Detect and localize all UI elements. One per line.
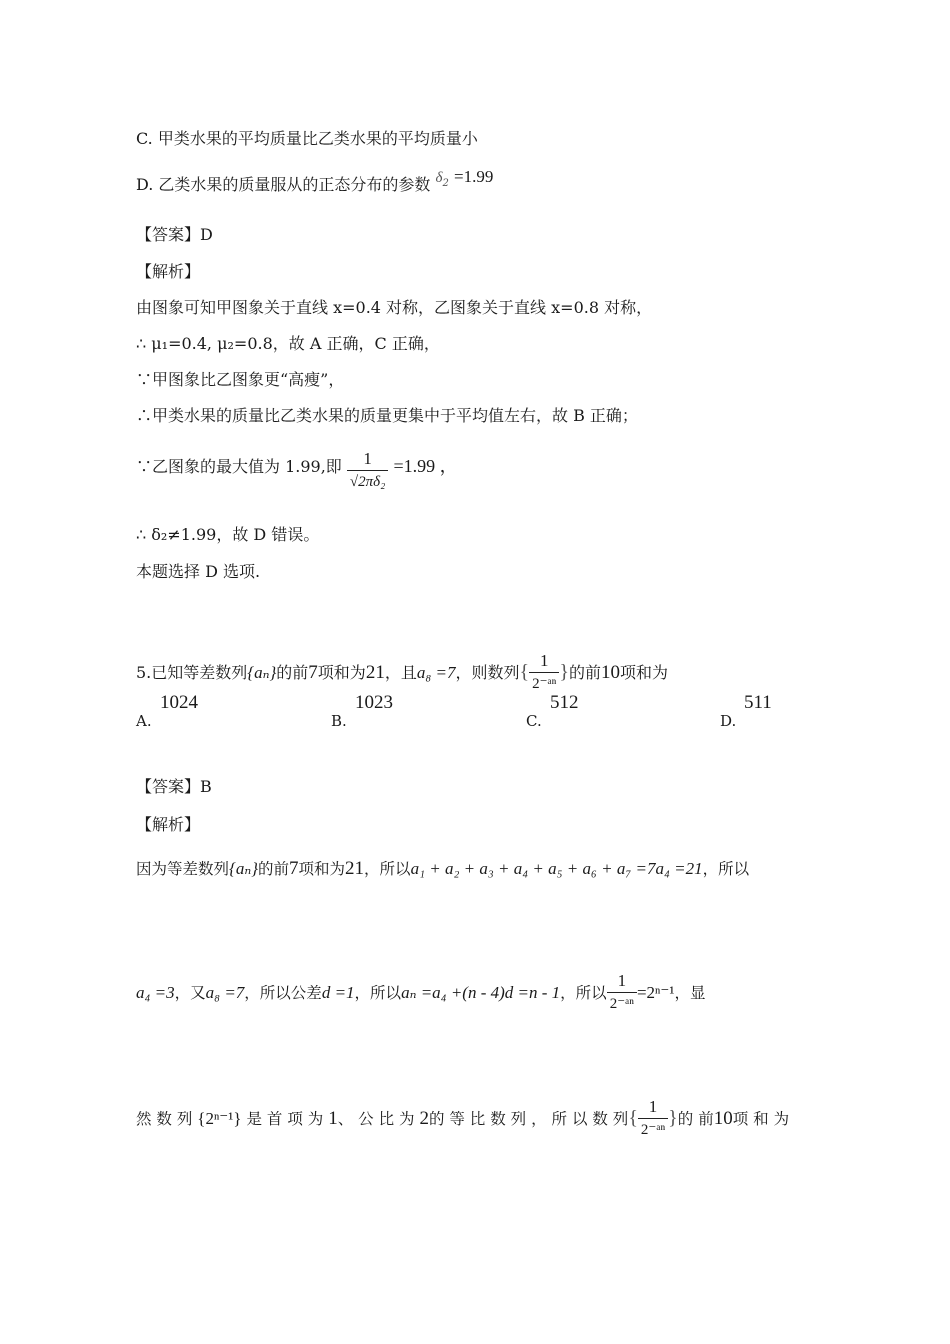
s3-mid-3: 的 等 比 数 列 ， 所 以 数 列 <box>428 1110 629 1128</box>
s1-sequence: {aₙ} <box>229 859 259 878</box>
analysis-2-heading: 【解析】 <box>136 815 201 834</box>
q5-mid-1: 的前 <box>276 663 309 682</box>
q5-ten: 10 <box>600 662 620 683</box>
s3-fraction-denominator: 2⁻ᵃⁿ <box>638 1118 668 1141</box>
s2-mid-1: ，又 <box>174 984 206 1002</box>
q5-sequence: {aₙ} <box>247 663 277 682</box>
analysis-1-line-2: ∴ μ₁=0.4, μ₂=0.8，故 A 正确，C 正确， <box>136 334 440 353</box>
q5-twenty-one: 21 <box>365 662 385 683</box>
option-c-text: C. 甲类水果的平均质量比乙类水果的平均质量小 <box>136 129 478 148</box>
q5-mid-2: 项和为 <box>317 663 366 682</box>
analysis-1-heading: 【解析】 <box>136 262 201 281</box>
solution-line-2 <box>136 970 705 1015</box>
choice-c[interactable] <box>526 692 579 730</box>
choice-d[interactable] <box>720 692 772 730</box>
s1-mid-3: ，所以 <box>364 860 411 878</box>
q5-seven: 7 <box>308 662 318 683</box>
s2-an: aₙ =a₄ +(n - 4)d =n - 1 <box>401 983 561 1002</box>
s3-one: 1 <box>328 1108 338 1129</box>
choice-c-label: C. <box>526 712 542 730</box>
choice-a-label: A. <box>136 712 152 730</box>
s2-a4: a₄ =3 <box>136 983 175 1002</box>
analysis-1-line-5-pre: ∵乙图象的最大值为 1.99,即 <box>136 457 342 476</box>
q5-pre: 5.已知等差数列 <box>136 663 248 682</box>
s1-mid-1: 的前 <box>258 860 290 878</box>
s2-mid-2: ，所以公差 <box>244 984 322 1002</box>
analysis-1-line-4: ∴甲类水果的质量比乙类水果的质量更集中于平均值左右，故 B 正确； <box>136 406 638 425</box>
s2-a8: a₈ =7 <box>205 983 245 1002</box>
s2-fraction-numerator: 1 <box>617 971 627 990</box>
s1-equation: a₁ + a₂ + a₃ + a₄ + a₅ + a₆ + a₇ =7a₄ =21 <box>410 859 703 878</box>
s1-mid-2: 项和为 <box>298 860 346 878</box>
left-brace-icon: { <box>519 661 530 683</box>
fraction-denominator: √2πδ₂ <box>347 470 388 493</box>
s3-end: 项 和 为 <box>732 1110 790 1128</box>
s3-sequence: {2ⁿ⁻¹} <box>197 1109 242 1128</box>
analysis-1-line-1: 由图象可知甲图象关于直线 x=0.4 对称，乙图象关于直线 x=0.8 对称， <box>136 298 653 317</box>
option-d-subscript: 2 <box>442 178 449 189</box>
s2-fraction <box>607 970 637 1015</box>
analysis-1-line-5 <box>136 448 458 493</box>
q5-fraction <box>529 650 559 695</box>
q5-mid-5: 的前 <box>568 663 601 682</box>
question-5 <box>136 650 668 695</box>
choice-d-value: 511 <box>744 692 772 713</box>
s3-mid-1: 是 首 项 为 <box>246 1110 324 1128</box>
choice-b-value: 1023 <box>355 692 393 713</box>
answer-2: 【答案】B <box>136 777 212 796</box>
left-brace-icon: { <box>628 1107 638 1129</box>
option-d-value: =1.99 <box>453 167 494 186</box>
analysis-1-line-3: ∵甲图象比乙图象更“高瘦”， <box>136 370 345 389</box>
option-c <box>136 128 478 150</box>
option-d-symbol: δ <box>435 170 443 186</box>
s2-end: ，显 <box>674 984 706 1002</box>
q5-a8: a₈ =7 <box>416 663 456 682</box>
s2-rhs: =2ⁿ⁻¹ <box>636 983 675 1002</box>
max-value-fraction <box>347 448 388 493</box>
s3-fraction-numerator: 1 <box>648 1097 658 1116</box>
option-d-text: D. 乙类水果的质量服从的正态分布的参数 <box>136 175 431 194</box>
right-brace-icon: } <box>668 1107 678 1129</box>
s2-d: d =1 <box>321 983 355 1002</box>
choice-a-value: 1024 <box>160 692 198 713</box>
analysis-1-line-5-post: =1.99 ， <box>393 456 458 476</box>
s3-two: 2 <box>419 1108 429 1129</box>
s1-twenty-one: 21 <box>345 858 365 879</box>
analysis-1-line-6: ∴ δ₂≠1.99，故 D 错误。 <box>136 525 320 544</box>
q5-end: 项和为 <box>619 663 668 682</box>
choice-b-label: B. <box>331 712 347 730</box>
s2-mid-4: ，所以 <box>560 984 607 1002</box>
choice-b[interactable] <box>331 692 393 730</box>
s3-fraction <box>638 1096 668 1141</box>
q5-mid-4: ，则数列 <box>455 663 520 682</box>
s1-end: ，所以 <box>702 860 750 878</box>
s3-mid-2: 、 公 比 为 <box>337 1110 415 1128</box>
right-brace-icon: } <box>559 661 569 683</box>
choice-d-label: D. <box>720 712 737 730</box>
choice-c-value: 512 <box>550 692 579 713</box>
s3-mid-4: 的 前 <box>677 1110 714 1128</box>
q5-fraction-numerator: 1 <box>539 651 549 670</box>
s2-mid-3: ，所以 <box>354 984 402 1002</box>
answer-1: 【答案】D <box>136 225 213 244</box>
s1-pre: 因为等差数列 <box>136 860 230 878</box>
solution-line-1 <box>136 858 749 880</box>
s1-seven: 7 <box>289 858 299 879</box>
s2-fraction-denominator: 2⁻ᵃⁿ <box>607 992 637 1015</box>
option-d <box>136 167 494 203</box>
s3-ten: 10 <box>713 1108 733 1129</box>
q5-mid-3: ，且 <box>384 663 417 682</box>
choice-a[interactable] <box>136 692 198 730</box>
analysis-1-line-7: 本题选择 D 选项. <box>136 562 261 581</box>
s3-pre: 然 数 列 <box>136 1110 193 1128</box>
fraction-numerator: 1 <box>363 449 372 468</box>
q5-fraction-denominator: 2⁻ᵃⁿ <box>529 672 559 695</box>
solution-line-3 <box>136 1096 789 1141</box>
